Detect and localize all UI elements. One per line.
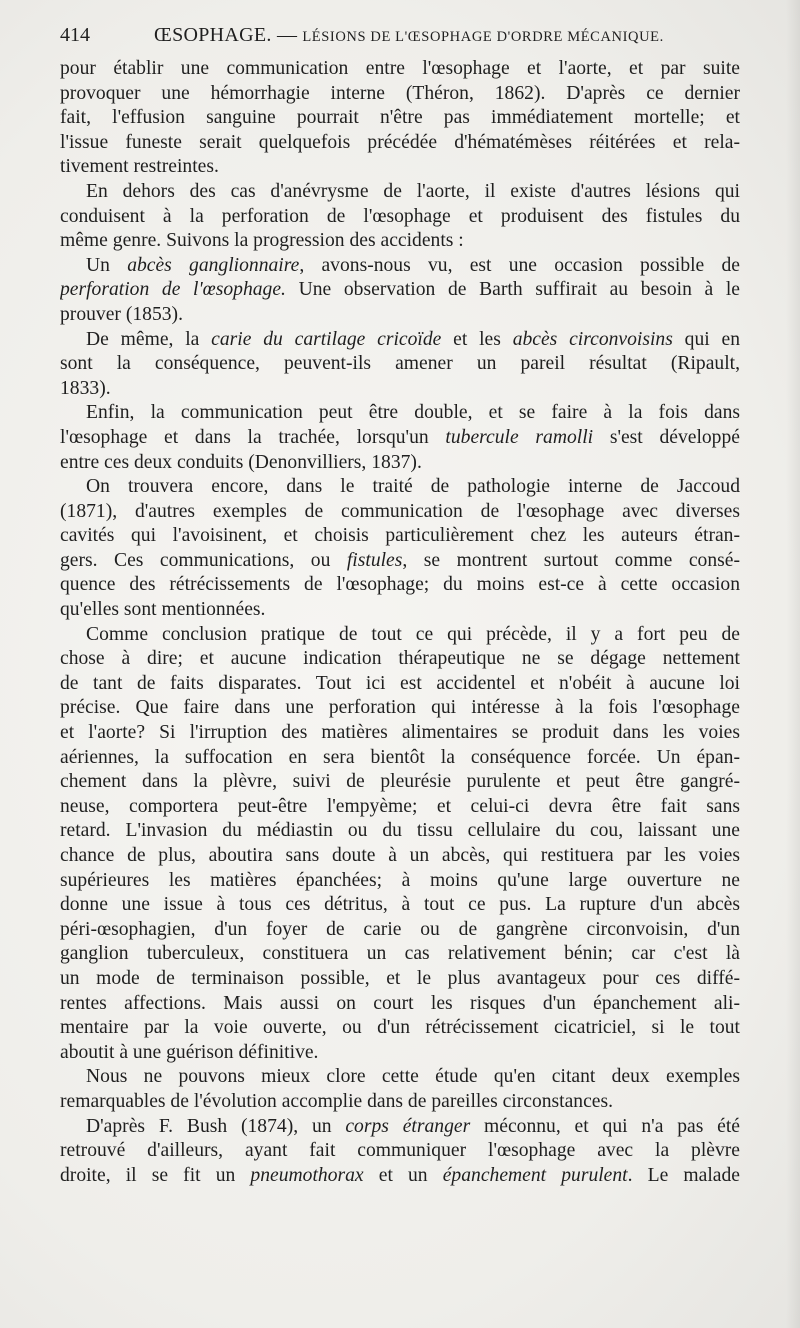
text-line: Enfin, la communication peut être double, et se faire à la fois dans bbox=[86, 402, 740, 424]
text-line: mentaire par la voie ouverte, ou d'un rétrécissement cicatriciel, si le tout bbox=[60, 1017, 740, 1039]
text-line: Comme conclusion pratique de tout ce qui précède, il y a fort peu de bbox=[86, 623, 740, 645]
text-line: Nous ne pouvons mieux clore cette étude qu'en citant deux exemples bbox=[86, 1066, 740, 1088]
text-line: aériennes, la suffocation en sera bientôt la conséquence forcée. Un épan- bbox=[60, 746, 740, 768]
text-line: (1871), d'autres exemples de communication de l'œsophage avec diverses bbox=[60, 500, 740, 522]
text-line: droite, il se fit un pneumothorax et un épanchement purulent. Le malade bbox=[60, 1164, 740, 1186]
text-line: prouver (1853). bbox=[60, 303, 183, 325]
text-line: même genre. Suivons la progression des accidents : bbox=[60, 230, 464, 252]
text-line: qu'elles sont mentionnées. bbox=[60, 599, 266, 621]
text-line: chose à dire; et aucune indication thérapeutique ne se dégage nettement bbox=[60, 648, 740, 670]
text-line: l'issue funeste serait quelquefois précédée d'hématémèses réitérées et rela- bbox=[60, 131, 740, 153]
text-line: Un abcès ganglionnaire, avons-nous vu, est une occasion possible de bbox=[86, 254, 740, 276]
text-line: On trouvera encore, dans le traité de pathologie interne de Jaccoud bbox=[86, 476, 740, 498]
text-line: sont la conséquence, peuvent-ils amener un pareil résultat (Ripault, bbox=[60, 353, 740, 375]
text-line: provoquer une hémorrhagie interne (Théron, 1862). D'après ce dernier bbox=[60, 82, 740, 104]
text-line: supérieures les matières épanchées; à moins qu'une large ouverture ne bbox=[60, 869, 740, 891]
running-title bbox=[154, 20, 664, 52]
text-line: retard. L'invasion du médiastin ou du tissu cellulaire du cou, laissant une bbox=[60, 820, 740, 842]
text-line: donne une issue à tous ces détritus, à tout ce pus. La rupture d'un abcès bbox=[60, 894, 740, 916]
text-line: précise. Que faire dans une perforation qui intéresse à la fois l'œsophage bbox=[60, 697, 740, 719]
text-line: neuse, comportera peut-être l'empyème; et celui-ci devra être fait sans bbox=[60, 795, 740, 817]
text-line: tivement restreintes. bbox=[60, 156, 219, 178]
text-line: retrouvé d'ailleurs, ayant fait communiquer l'œsophage avec la plèvre bbox=[60, 1140, 740, 1162]
text-line: quence des rétrécissements de l'œsophage; du moins est-ce à cette occasion bbox=[60, 574, 740, 596]
text-line: et l'aorte? Si l'irruption des matières alimentaires se produit dans les voies bbox=[60, 722, 740, 744]
text-line: D'après F. Bush (1874), un corps étranger méconnu, et qui n'a pas été bbox=[86, 1115, 740, 1137]
page-number: 414 bbox=[60, 24, 90, 46]
text-line: conduisent à la perforation de l'œsophage et produisent des fistules du bbox=[60, 205, 740, 227]
text-line: gers. Ces communications, ou fistules, se montrent surtout comme consé- bbox=[60, 549, 740, 571]
page-edge-shadow bbox=[786, 0, 800, 1328]
text-line: remarquables de l'évolution accomplie dans de pareilles circonstances. bbox=[60, 1090, 614, 1112]
text-line: entre ces deux conduits (Denonvilliers, 1837). bbox=[60, 451, 422, 473]
text-line: péri-œsophagien, d'un foyer de carie ou de gangrène circonvoisin, d'un bbox=[60, 918, 740, 940]
text-line: De même, la carie du cartilage cricoïde et les abcès circonvoisins qui en bbox=[86, 328, 740, 350]
text-line: de tant de faits disparates. Tout ici est accidentel et n'obéit à aucune loi bbox=[60, 672, 740, 694]
text-line: chance de plus, aboutira sans doute à un abcès, qui restituera par les voies bbox=[60, 845, 740, 866]
text-line: cavités qui l'avoisinent, et choisis particulièrement chez les auteurs étran- bbox=[60, 525, 740, 547]
running-header bbox=[60, 20, 740, 50]
text-line: En dehors des cas d'anévrysme de l'aorte, il existe d'autres lésions qui bbox=[86, 180, 740, 202]
body-text bbox=[60, 57, 740, 1188]
text-line: chement dans la plèvre, suivi de pleurésie purulente et peut être gangré- bbox=[60, 771, 740, 793]
text-line: aboutit à une guérison définitive. bbox=[60, 1041, 319, 1063]
text-line: 1833). bbox=[60, 377, 111, 399]
text-line: ganglion tuberculeux, constituera un cas relativement bénin; car c'est là bbox=[60, 943, 740, 965]
text-line: l'œsophage et dans la trachée, lorsqu'un tubercule ramolli s'est développé bbox=[60, 426, 740, 448]
running-title-subtitle: LÉSIONS DE L'ŒSOPHAGE D'ORDRE MÉCANIQUE. bbox=[302, 29, 664, 45]
text-line: un mode de terminaison possible, et le plus avantageux pour ces diffé- bbox=[60, 967, 740, 989]
text-line: fait, l'effusion sanguine pourrait n'être pas immédiatement mortelle; et bbox=[60, 107, 740, 129]
running-title-main: ŒSOPHAGE. — bbox=[154, 24, 298, 46]
text-line: pour établir une communication entre l'œsophage et l'aorte, et par suite bbox=[60, 58, 740, 79]
text-line: rentes affections. Mais aussi on court les risques d'un épanchement ali- bbox=[60, 992, 740, 1014]
text-line: perforation de l'œsophage. Une observation de Barth suffirait au besoin à le bbox=[60, 279, 740, 301]
